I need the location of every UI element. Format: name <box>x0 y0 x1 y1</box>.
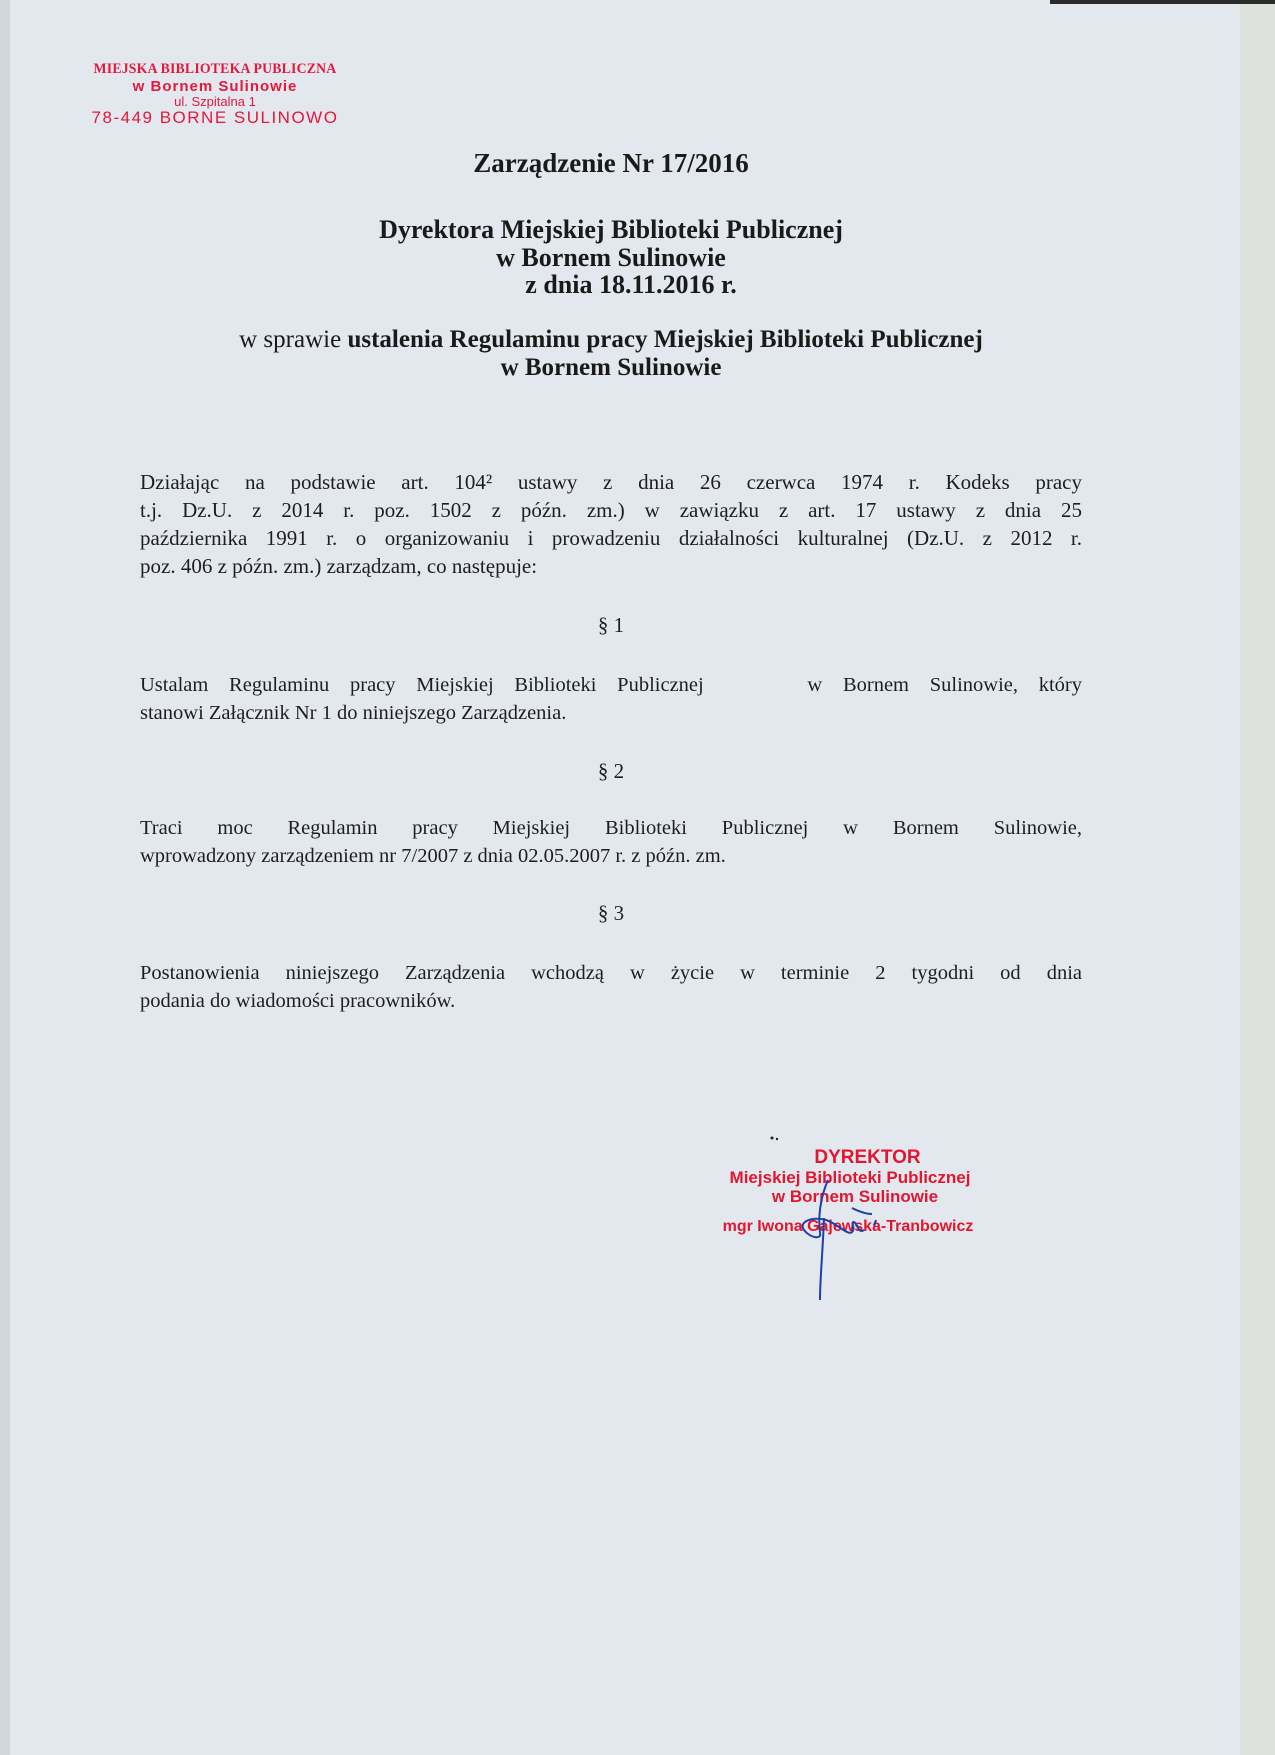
section-line: Ustalam Regulaminu pracy Miejskiej Biblioteki Publicznej w Bornem Sulinowie, który <box>140 674 1082 696</box>
section-line: podania do wiadomości pracowników. <box>140 990 456 1012</box>
stamp-line-2: w Bornem Sulinowie <box>132 78 298 95</box>
section-2-paragraph <box>140 814 1082 870</box>
stamp-line-4: 78-449 BORNE SULINOWO <box>91 108 339 127</box>
director-stamp-line-3: w Bornem Sulinowie <box>771 1187 939 1206</box>
issue-date: z dnia 18.11.2016 r. <box>525 270 737 299</box>
section-line: Traci moc Regulamin pracy Miejskiej Biblioteki Publicznej w Bornem Sulinowie, <box>140 817 1082 839</box>
section-line: stanowi Załącznik Nr 1 do niniejszego Zarządzenia. <box>140 702 567 724</box>
scan-edge-top <box>1050 0 1275 4</box>
scan-margin-right <box>1240 4 1275 1755</box>
scan-edge-left <box>0 0 10 1755</box>
issuer-line-2: w Bornem Sulinowie <box>496 243 726 272</box>
section-mark-3: § 3 <box>597 901 625 925</box>
preamble-line: poz. 406 z późn. zm.) zarządzam, co następuje: <box>140 554 538 578</box>
preamble-line: października 1991 r. o organizowaniu i prowadzeniu działalności kulturalnej (Dz.U. z 2012 r. <box>140 526 1082 550</box>
director-stamp-name: mgr Iwona Gajewska-Tranbowicz <box>722 1218 974 1235</box>
director-stamp-title: DYREKTOR <box>814 1147 921 1168</box>
stamp-line-3: ul. Szpitalna 1 <box>174 94 256 109</box>
section-line: wprowadzony zarządzeniem nr 7/2007 z dnia 02.05.2007 r. z późn. zm. <box>140 845 726 867</box>
subject-bold: ustalenia Regulaminu pracy Miejskiej Biblioteki Publicznej <box>347 326 983 353</box>
section-mark-2: § 2 <box>597 759 625 783</box>
preamble-line: t.j. Dz.U. z 2014 r. poz. 1502 z późn. zm.) w zawiązku z art. 17 ustawy z dnia 25 <box>140 498 1082 522</box>
section-line: Postanowienia niniejszego Zarządzenia wchodzą w życie w terminie 2 tygodni od dnia <box>140 962 1082 984</box>
handwritten-signature <box>790 1178 910 1303</box>
director-stamp-line-2: Miejskiej Biblioteki Publicznej <box>729 1168 971 1187</box>
preamble-paragraph <box>140 468 1082 580</box>
issuer-line-1: Dyrektora Miejskiej Biblioteki Publicznej <box>379 215 843 244</box>
subject-prefix: w sprawie <box>239 326 342 353</box>
document-title: Zarządzenie Nr 17/2016 <box>473 148 749 178</box>
stamp-line-1: MIEJSKA BIBLIOTEKA PUBLICZNA <box>93 61 337 77</box>
subject-line-2: w Bornem Sulinowie <box>500 354 722 381</box>
library-address-stamp <box>70 62 360 126</box>
section-3-paragraph <box>140 959 1082 1015</box>
section-1-paragraph <box>140 671 1082 727</box>
section-mark-1: § 1 <box>597 613 625 637</box>
subject-line-1 <box>140 326 1082 354</box>
preamble-line: Działając na podstawie art. 104² ustawy z dnia 26 czerwca 1974 r. Kodeks pracy <box>140 470 1082 494</box>
ink-dots <box>769 1135 783 1141</box>
